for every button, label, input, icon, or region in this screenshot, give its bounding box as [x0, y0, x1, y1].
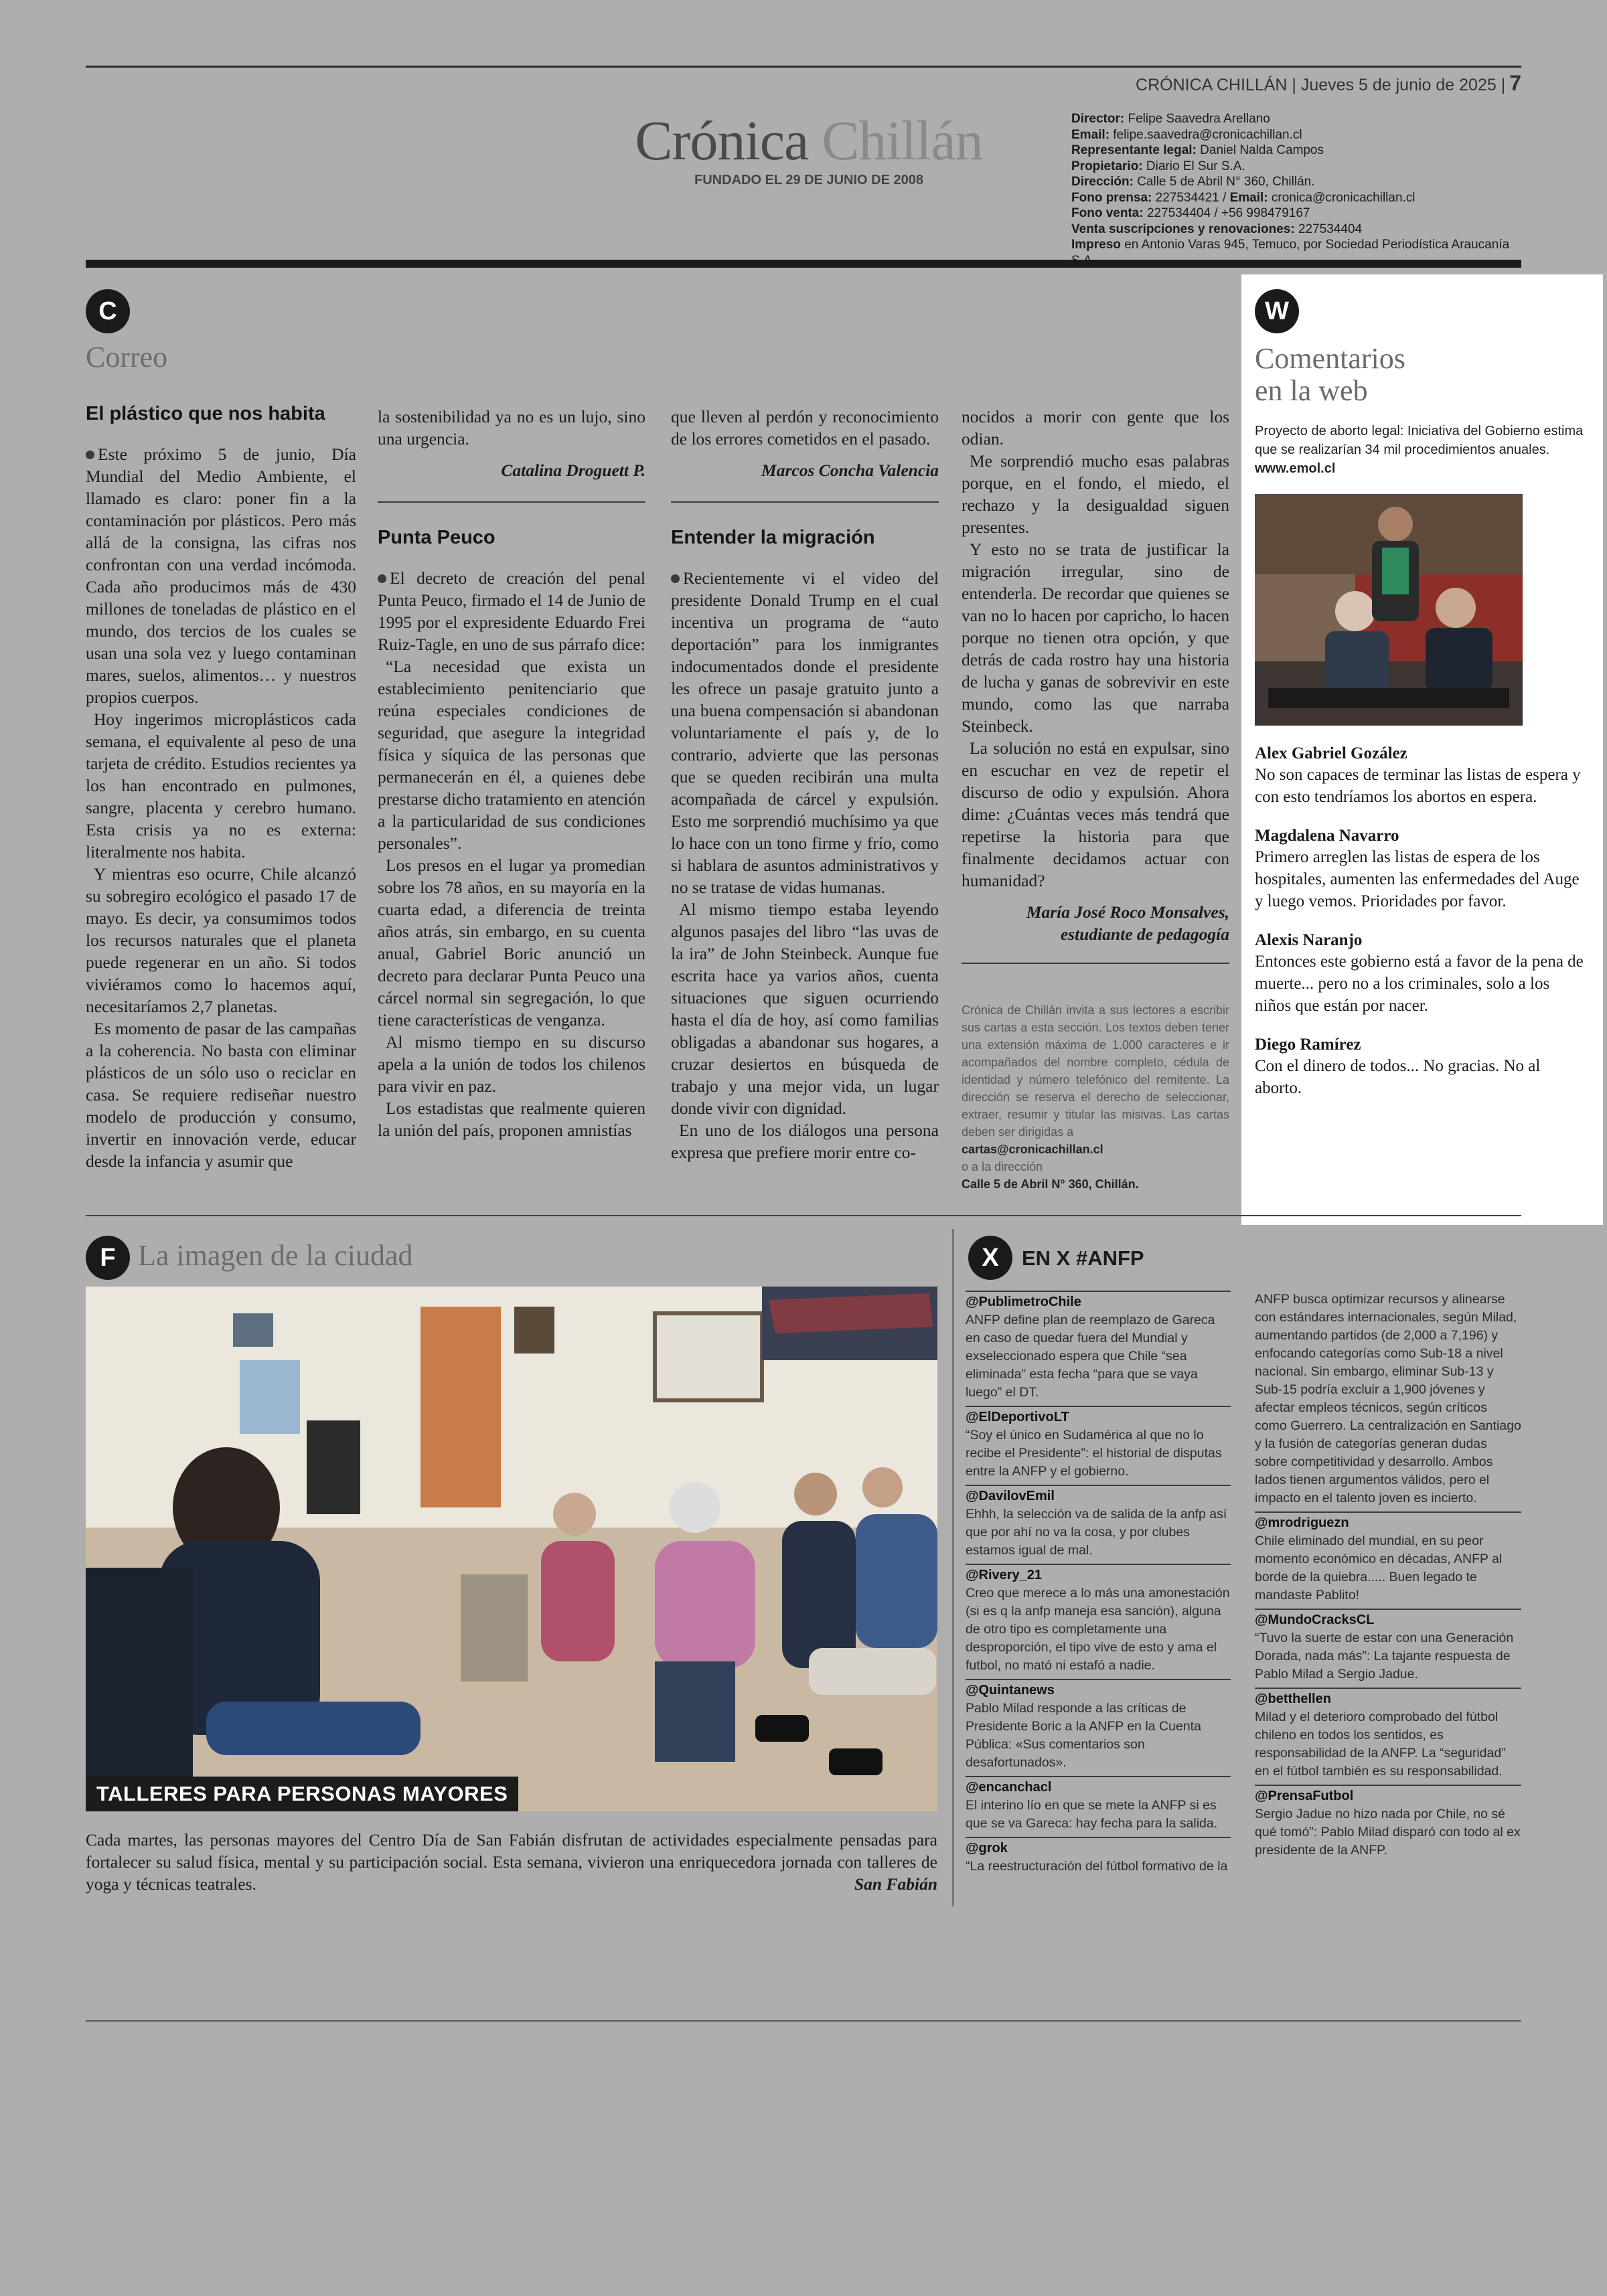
paragraph-text: Este próximo 5 de junio, Día Mundial del Medio Ambiente, el llamado es claro: poner fin a la contaminación por plásticos. Pero más allá de la consigna, las cifras nos confrontan con una verdad incómoda. Cada año producimos más de 430 millones de toneladas de plástico en el mundo, dos tercios de los cuales se usan una sola vez y luego contaminan mares, suelos, alimentos… y nuestros propios cuerpos.: [86, 444, 356, 707]
masthead-label: Dirección:: [1071, 175, 1134, 189]
header-bar: [86, 260, 1521, 268]
x-post-text: Ehhh, la selección va de salida de la anfp así que por ahí no va la cosa, y por clubes estamos igual de mal.: [966, 1507, 1227, 1558]
masthead-label: Director:: [1071, 112, 1125, 126]
vertical-divider: [952, 1229, 954, 1906]
letter-paragraph: [378, 567, 645, 655]
comment-text: Entonces este gobierno está a favor de la pena de muerte... pero no a los criminales, solo a los niños que están por nacer.: [1255, 953, 1584, 1015]
web-title-line2: en la web: [1255, 374, 1368, 407]
correo-title: Correo: [86, 341, 168, 374]
letter-paragraph: [378, 1097, 645, 1141]
paragraph-text: Recientemente vi el video del presidente Donald Trump en el cual incentiva un programa de “auto deportación” para los inmigrantes indocumentados donde el presidente les ofrece un pasaje gratuito junto a una buena compensación si abandonan voluntariamente el país y, de lo contrario, advierte que las personas que se queden recibirán una multa acompañada de cárcel y expulsión. Esto me sorprendió muchísimo ya que lo hace con un tono firme y frío, como si hablara de asuntos administrativos y no se tratase de vidas humanas.: [671, 568, 939, 897]
comment-list: [1255, 743, 1590, 1099]
masthead-value: cronica@cronicachillan.cl: [1268, 190, 1415, 205]
letter-signature: Catalina Droguett P.: [501, 461, 645, 480]
paragraph-text: Hoy ingerimos microplásticos cada semana, el equivalente al peso de una tarjeta de crédito. Estudios recientes ya los han encontrado en pulmones, sangre, placenta y cerebro humano. Esta crisis ya no es externa: literalmente nos habita.: [86, 710, 356, 862]
masthead-line: [1071, 174, 1527, 190]
masthead-line: [1071, 111, 1527, 127]
top-rule: [86, 66, 1521, 68]
notice-address: Calle 5 de Abril N° 360, Chillán.: [962, 1177, 1139, 1191]
paragraph-text: Los estadistas que realmente quieren la unión del país, proponen amnistías: [378, 1098, 645, 1140]
correo-letter-icon: C: [86, 289, 130, 333]
x-handle[interactable]: @mrodriguezn: [1255, 1511, 1521, 1532]
paragraph-text: La solución no está en expulsar, sino en escuchar en vez de repetir el discurso de odio y expulsión. Ahora dime: ¿Cuántas veces más tendrá que repetirse la historia para que finalmente decidamos actuar con humanidad?: [962, 738, 1229, 890]
letter-paragraph: [962, 737, 1229, 892]
masthead-line: [1071, 143, 1527, 159]
col2: [378, 406, 645, 1141]
photo-label: TALLERES PARA PERSONAS MAYORES: [86, 1777, 518, 1811]
masthead-line: [1071, 206, 1527, 222]
comment-text: Primero arreglen las listas de espera de los hospitales, aumenten las enfermedades del Auge y luego vemos. Prioridades por favor.: [1255, 848, 1580, 910]
paragraph-text: Y mientras eso ocurre, Chile alcanzó su sobregiro ecológico el pasado 17 de mayo. Es decir, ya consumimos todos los recursos naturales que el planeta puede regenerar en un año. Si todos viviéramos como lo hacemos aquí, necesitaríamos 2,7 planetas.: [86, 864, 356, 1016]
masthead-label: Representante legal:: [1071, 143, 1197, 157]
letter-continuation: que lleven al perdón y reconocimiento de los errores cometidos en el pasado.: [671, 407, 939, 448]
letters-notice: [962, 1001, 1229, 1193]
founded-line: FUNDADO EL 29 DE JUNIO DE 2008: [694, 173, 923, 187]
bullet-icon: [671, 574, 680, 583]
letter-plastico: [86, 402, 356, 1172]
letter-paragraph: [962, 406, 1229, 450]
x-handle[interactable]: @PublimetroChile: [966, 1291, 1231, 1311]
web-intro: [1255, 422, 1590, 478]
letter-paragraph: [378, 854, 645, 1031]
letter-paragraph: [86, 443, 356, 708]
masthead-label: Propietario:: [1071, 159, 1143, 173]
paragraph-text: Me sorprendió mucho esas palabras porque, en el fondo, el miedo, el rechazo y la desigualdad siguen presentes.: [962, 451, 1229, 537]
notice-or: o a la dirección: [962, 1160, 1043, 1173]
letter-continuation: [962, 406, 1229, 892]
logo: [621, 111, 996, 188]
photo-credit: San Fabián: [854, 1874, 937, 1894]
imagen-title: La imagen de la ciudad: [138, 1239, 413, 1272]
x-handle[interactable]: @grok: [966, 1837, 1231, 1858]
congress-photo: [1255, 494, 1523, 726]
masthead-value: en Antonio Varas 945, Temuco, por Sociedad Periodística Araucanía: [1124, 238, 1510, 252]
comment-text: Con el dinero de todos... No gracias. No al aborto.: [1255, 1057, 1541, 1097]
x-post-text: ANFP define plan de reemplazo de Gareca en caso de quedar fuera del Mundial y exseleccionado espera que Chile “sea eliminada” esta fecha “para que se vaya luego” el DT.: [966, 1313, 1215, 1400]
notice-email: cartas@cronicachillan.cl: [962, 1143, 1103, 1156]
web-intro-text: Proyecto de aborto legal: Iniciativa del Gobierno estima que se realizarían 34 mil procedimientos anuales.: [1255, 424, 1584, 457]
masthead-value: Calle 5 de Abril N° 360, Chillán.: [1133, 175, 1315, 189]
letter-signature: Marcos Concha Valencia: [761, 461, 939, 480]
paragraph-text: El decreto de creación del penal Punta Peuco, firmado el 14 de Junio de 1995 por el expresidente Eduardo Frei Ruiz-Tagle, en uno de sus párrafo dice:: [378, 568, 645, 654]
city-photo: [86, 1287, 937, 1811]
divider: [378, 501, 645, 503]
col3: [671, 406, 939, 1163]
masthead-label: Fono prensa:: [1071, 190, 1152, 205]
notice-text: Crónica de Chillán invita a sus lectores a escribir sus cartas a esta sección. Los textos deben tener una extensión máxima de 1.000 caracteres e ir acompañados del nombre completo, cédula de identidad y número telefónico del remitente. La dirección se reserva el derecho de seleccionar, extraer, resumir y titular las misivas. Las cartas deben ser dirigidas a: [962, 1003, 1229, 1139]
folio-text: CRÓNICA CHILLÁN | Jueves 5 de junio de 2025 |: [1136, 76, 1506, 94]
web-letter-icon: W: [1255, 289, 1299, 333]
letter-title: El plástico que nos habita: [86, 403, 325, 424]
masthead: [1071, 111, 1527, 268]
masthead-value: Felipe Saavedra Arellano: [1124, 112, 1270, 126]
x-post-text: Pablo Milad responde a las críticas de Presidente Boric a la ANFP en la Cuenta Pública: «Sus comentarios son desafortunados».: [966, 1701, 1201, 1770]
masthead-line: [1071, 222, 1527, 238]
x-handle[interactable]: @betthellen: [1255, 1688, 1521, 1708]
paragraph-text: En uno de los diálogos una persona expresa que prefiere morir entre co-: [671, 1121, 939, 1162]
x-handle[interactable]: @encanchacl: [966, 1776, 1231, 1797]
x-logo-icon: X: [968, 1236, 1012, 1280]
x-column-2: [1255, 1291, 1521, 1860]
x-post-text: “Soy el único en Sudamérica al que no lo recibe el Presidente”: el historial de disputas entre la ANFP y el gobierno.: [966, 1428, 1222, 1479]
masthead-label: Fono venta:: [1071, 206, 1144, 220]
comment-author: Magdalena Navarro: [1255, 827, 1399, 845]
x-column-1: [966, 1291, 1231, 1876]
comment-author: Diego Ramírez: [1255, 1036, 1361, 1054]
logo-chillan: Chillán: [822, 110, 983, 172]
letter-paragraph: [671, 1119, 939, 1163]
letter-paragraph: [86, 863, 356, 1017]
web-comments-box: [1241, 274, 1603, 1225]
x-handle[interactable]: @PrensaFutbol: [1255, 1785, 1521, 1805]
letter-paragraph: [86, 1017, 356, 1172]
letter-paragraph: [378, 655, 645, 854]
comment-author: Alexis Naranjo: [1255, 931, 1363, 949]
masthead-line: [1071, 190, 1527, 206]
web-intro-link[interactable]: www.emol.cl: [1255, 461, 1336, 476]
letter-body: [671, 567, 939, 1163]
masthead-line: [1071, 159, 1527, 175]
web-title-line1: Comentarios: [1255, 342, 1405, 375]
masthead-value: felipe.saavedra@cronicachillan.cl: [1109, 127, 1302, 142]
letter-signature: María José Roco Monsalves, estudiante de pedagogía: [1026, 902, 1229, 944]
x-handle[interactable]: @DavilovEmil: [966, 1485, 1231, 1505]
letter-body: [86, 443, 356, 1172]
x-post-text: El interino lío en que se mete la ANFP si es que se va Gareca: hay fecha para la salida.: [966, 1798, 1218, 1831]
web-title: [1255, 343, 1590, 407]
section-rule: [86, 1215, 1521, 1216]
letter-body: [378, 567, 645, 1141]
comment-author: Alex Gabriel Gozález: [1255, 744, 1407, 762]
masthead-line: [1071, 127, 1527, 143]
x-post-text: “La reestructuración del fútbol formativo de la: [966, 1859, 1228, 1874]
letter-paragraph: [962, 538, 1229, 737]
masthead-value: 227534421 /: [1152, 190, 1230, 205]
paragraph-text: Al mismo tiempo en su discurso apela a la unión de todos los chilenos para vivir en paz.: [378, 1032, 645, 1096]
x-handle[interactable]: @ElDeportivoLT: [966, 1406, 1231, 1426]
letter-paragraph: [962, 450, 1229, 538]
masthead-value: Diario El Sur S.A.: [1142, 159, 1245, 173]
x-post-text: Creo que merece a lo más una amonestación (si es q la anfp maneja esa sanción), alguna de otro tipo es completamente una desproporción, el tipo vive de esto y ama el futbol, no mató ni estafó a nadie.: [966, 1586, 1230, 1673]
masthead-label: Email:: [1071, 127, 1110, 142]
letter-paragraph: [86, 708, 356, 863]
bullet-icon: [86, 450, 94, 459]
col4: [962, 406, 1229, 1193]
page-number: 7: [1509, 71, 1521, 95]
x-handle[interactable]: @Quintanews: [966, 1679, 1231, 1700]
x-title: EN X #ANFP: [1022, 1246, 1144, 1270]
photo-caption: Cada martes, las personas mayores del Centro Día de San Fabián disfrutan de actividades especialmente pensadas para fortalecer su salud física, mental y su participación social. Esta semana, vivieron una enriquecedora jornada con talleres de yoga y técnicas teatrales.: [86, 1830, 937, 1894]
letter-paragraph: [671, 567, 939, 898]
page-folio: [1136, 71, 1521, 96]
bullet-icon: [378, 574, 386, 583]
divider: [962, 963, 1229, 964]
masthead-label: Venta suscripciones y renovaciones:: [1071, 222, 1295, 236]
letter-paragraph: [671, 898, 939, 1119]
masthead-value: 227534404 / +56 998479167: [1143, 206, 1310, 220]
x-handle[interactable]: @MundoCracksCL: [1255, 1609, 1521, 1629]
imagen-letter-icon: F: [86, 1236, 130, 1280]
paragraph-text: Y esto no se trata de justificar la migración irregular, sino de entenderla. De recordar que quienes se van no lo hacen por capricho, lo hacen porque no tienen otra opción, y que detrás de cada rostro hay una historia de lucha y ganas de sobrevivir en este mundo, como las que narraba Steinbeck.: [962, 540, 1229, 736]
logo-cronica: Crónica: [635, 110, 809, 172]
bottom-rule: [86, 2020, 1521, 2022]
letter-continuation: la sostenibilidad ya no es un lujo, sino una urgencia.: [378, 407, 645, 448]
letter-title: Punta Peuco: [378, 527, 495, 548]
divider: [671, 501, 939, 503]
comment-text: No son capaces de terminar las listas de espera y con esto tendríamos los abortos en espera.: [1255, 766, 1581, 806]
x-post-text: ANFP busca optimizar recursos y alinearse con estándares internacionales, según Milad, aumentando partidos (de 2,000 a 7,196) y enfocando categorías como Sub-18 a nivel nacional. Sin embargo, eliminar Sub-13 y Sub-15 podría excluir a 1,900 jóvenes y afectar empleos técnicos, según críticos como Guerrero. La centralización en Santiago y la fusión de categorías generan dudas sobre competitividad y desarrollo. Ambos lados tienen argumentos válidos, pero el impacto en el talento joven es incierto.: [1255, 1292, 1521, 1505]
x-post-text: Milad y el deterioro comprobado del fútbol chileno en todos los sentidos, es responsabilidad de la ANFP. La “seguridad” en el fútbol también es su responsabilidad.: [1255, 1710, 1506, 1779]
paragraph-text: “La necesidad que exista un establecimiento penitenciario que reúna especiales condiciones de seguridad, que asegure la integridad física y síquica de las personas que permanecerán en él, a quienes debe prestarse dicho tratamiento en atención a la particularidad de sus condiciones personales”.: [378, 657, 645, 853]
x-post-text: Sergio Jadue no hizo nada por Chile, no sé qué tomó”: Pablo Milad disparó con todo al ex presidente de la ANFP.: [1255, 1807, 1521, 1858]
masthead-value: 227534404: [1294, 222, 1363, 236]
masthead-label: Impreso: [1071, 238, 1121, 252]
paragraph-text: nocidos a morir con gente que los odian.: [962, 407, 1229, 448]
masthead-label: Email:: [1229, 190, 1268, 205]
x-post-text: “Tuvo la suerte de estar con una Generación Dorada, nada más”: La tajante respuesta de Pablo Milad a Sergio Jadue.: [1255, 1631, 1514, 1682]
paragraph-text: Es momento de pasar de las campañas a la coherencia. No basta con eliminar plásticos de un sólo uso o reciclar en casa. Se requiere rediseñar nuestro modelo de producción y consumo, invertir en innovación verde, educar desde la infancia y asumir que: [86, 1019, 356, 1171]
masthead-value: Daniel Nalda Campos: [1196, 143, 1324, 157]
letter-title: Entender la migración: [671, 527, 875, 548]
paragraph-text: Al mismo tiempo estaba leyendo algunos pasajes del libro “las uvas de la ira” de John Steinbeck. Aunque fue escrita hace ya varios años, cuenta situaciones que siguen ocurriendo hasta el día de hoy, así como familias obligadas a abandonar sus hogares, a cruzar desiertos en búsqueda de trabajo y una mejor vida, un lugar donde vivir con dignidad.: [671, 900, 939, 1118]
x-handle[interactable]: @Rivery_21: [966, 1564, 1231, 1584]
paragraph-text: Los presos en el lugar ya promedian sobre los 78 años, en su mayoría en la cuarta edad, a diferencia de treinta años atrás, sin embargo, en su cuenta anual, Gabriel Boric anunció un decreto para declarar Punta Peuco una cárcel normal sin segregación, lo que tiene características de venganza.: [378, 855, 645, 1030]
x-post-text: Chile eliminado del mundial, en su peor momento económico en décadas, ANFP al borde de la quiebra..... Buen legado te mandaste Pablito!: [1255, 1534, 1503, 1603]
letter-paragraph: [378, 1031, 645, 1097]
